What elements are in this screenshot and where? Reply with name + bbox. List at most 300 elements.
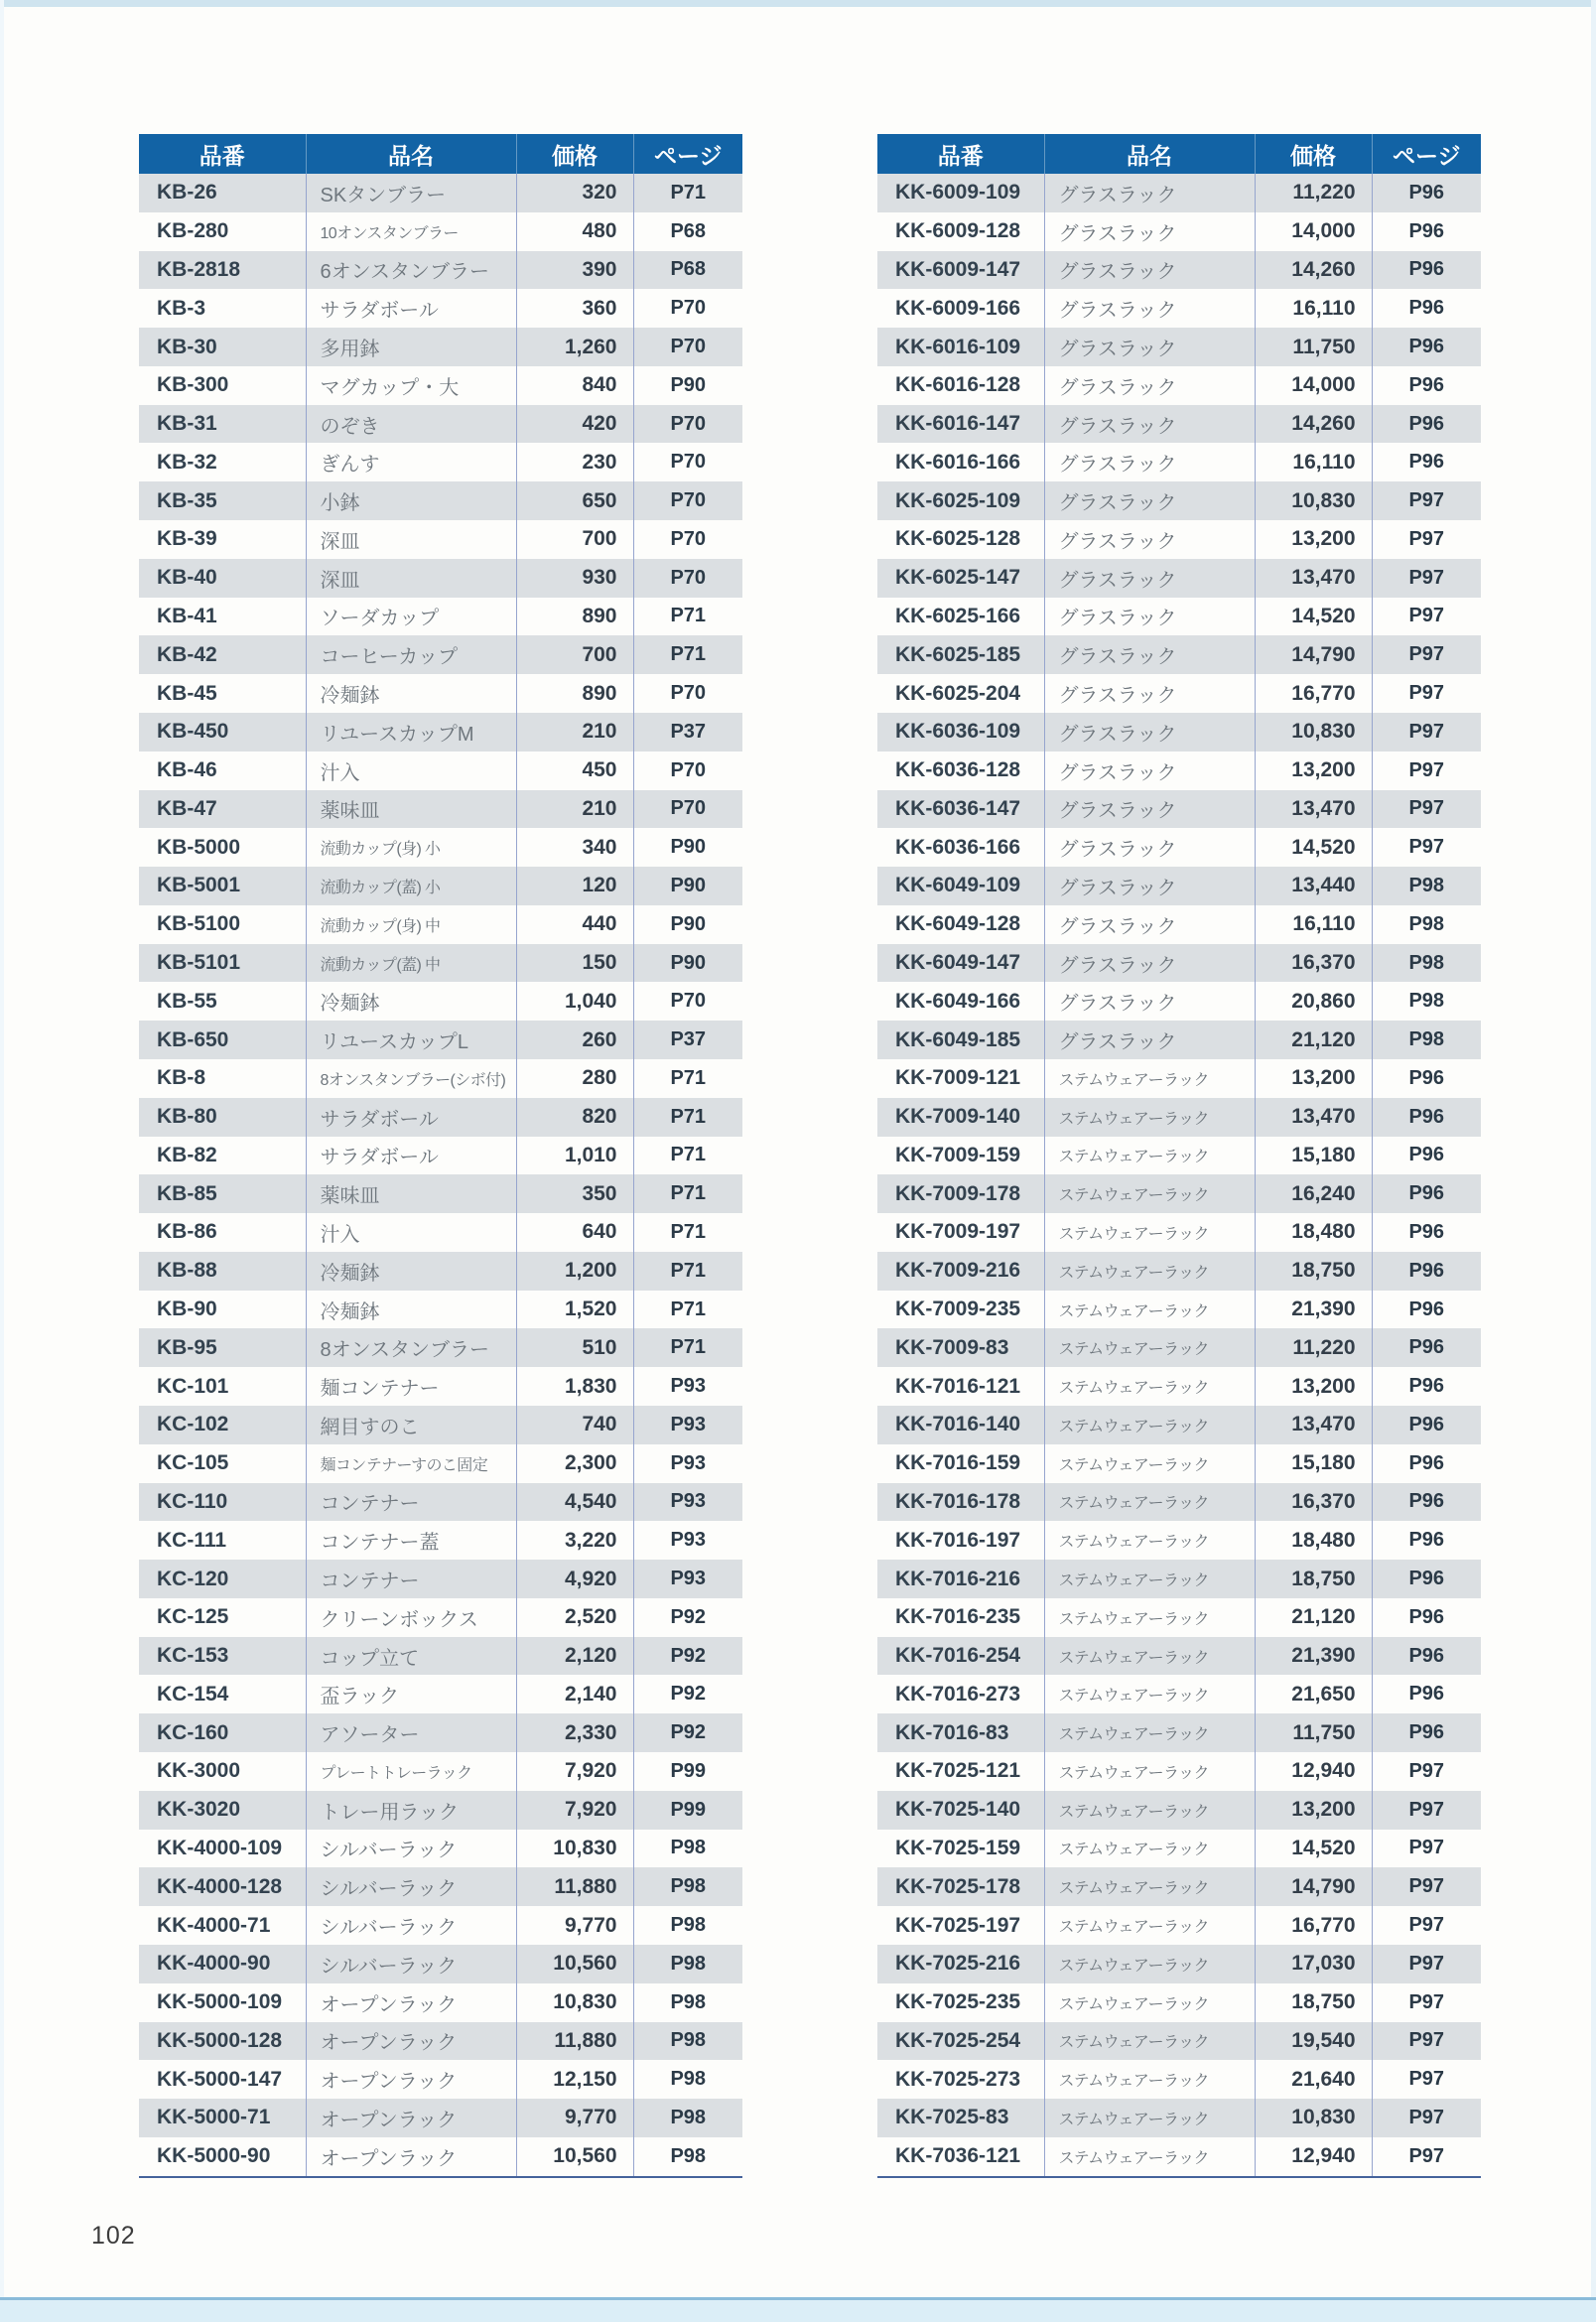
cell-page: P97 <box>1372 2099 1481 2137</box>
cell-page: P98 <box>633 1983 742 2022</box>
table-row <box>877 1675 1481 1713</box>
cell-item-number: KK-7016-178 <box>895 1489 1021 1513</box>
cell-item-name: グラスラック <box>1044 1021 1255 1059</box>
cell-page: P96 <box>1372 1174 1481 1213</box>
table-row <box>877 1406 1481 1444</box>
cell-page: P98 <box>633 2060 742 2099</box>
cell-price: 21,120 <box>1255 1021 1372 1059</box>
cell-item-number: KK-7016-235 <box>895 1605 1021 1629</box>
cell-page: P93 <box>633 1521 742 1560</box>
cell-page: P93 <box>633 1367 742 1406</box>
cell-page: P99 <box>633 1791 742 1830</box>
cell-price: 12,940 <box>1255 1752 1372 1791</box>
cell-page: P97 <box>1372 1906 1481 1945</box>
cell-item-number: KK-7009-235 <box>895 1298 1021 1321</box>
cell-item-name: のぞき <box>306 405 516 444</box>
cell-page: P71 <box>633 174 742 212</box>
cell-price: 150 <box>516 944 633 983</box>
table-row <box>139 1906 742 1945</box>
cell-page: P71 <box>633 1174 742 1213</box>
cell-item-number: KK-6025-128 <box>895 527 1021 551</box>
cell-price: 450 <box>516 751 633 790</box>
table-row <box>877 2137 1481 2177</box>
cell-price: 9,770 <box>516 1906 633 1945</box>
column-header-item-number: 品番 <box>877 134 1044 174</box>
table-row <box>139 2137 742 2177</box>
cell-price: 930 <box>516 559 633 598</box>
cell-page: P98 <box>1372 867 1481 905</box>
cell-price: 18,750 <box>1255 1560 1372 1598</box>
cell-price: 13,200 <box>1255 1059 1372 1098</box>
cell-item-name: コンテナー <box>306 1483 516 1522</box>
cell-price: 15,180 <box>1255 1444 1372 1483</box>
cell-page: P93 <box>633 1483 742 1522</box>
cell-item-name: グラスラック <box>1044 598 1255 636</box>
cell-page: P97 <box>1372 790 1481 829</box>
cell-page: P96 <box>1372 443 1481 481</box>
cell-price: 16,370 <box>1255 944 1372 983</box>
cell-price: 7,920 <box>516 1791 633 1830</box>
cell-price: 10,560 <box>516 2137 633 2177</box>
cell-item-number: KK-5000-128 <box>157 2028 283 2052</box>
table-row <box>877 1598 1481 1637</box>
table-row <box>877 905 1481 944</box>
table-row <box>139 212 742 251</box>
table-row <box>139 1675 742 1713</box>
scan-edge-left <box>0 0 4 2319</box>
table-row <box>877 1483 1481 1522</box>
cell-page: P96 <box>1372 1367 1481 1406</box>
table-row <box>877 1291 1481 1329</box>
cell-page: P96 <box>1372 251 1481 290</box>
cell-item-number: KK-7025-178 <box>895 1874 1021 1898</box>
cell-price: 13,200 <box>1255 520 1372 559</box>
cell-price: 420 <box>516 405 633 444</box>
table-row <box>139 713 742 751</box>
cell-price: 480 <box>516 212 633 251</box>
cell-price: 1,040 <box>516 982 633 1021</box>
table-row <box>877 1867 1481 1906</box>
table-row <box>139 1444 742 1483</box>
cell-price: 13,470 <box>1255 1098 1372 1137</box>
cell-item-name: グラスラック <box>1044 635 1255 674</box>
cell-price: 14,790 <box>1255 1867 1372 1906</box>
cell-item-name: 8オンスタンブラー <box>306 1328 516 1367</box>
cell-item-number: KB-95 <box>157 1335 217 1359</box>
table-row <box>877 790 1481 829</box>
table-row <box>877 1213 1481 1252</box>
cell-price: 21,120 <box>1255 1598 1372 1637</box>
cell-item-name: グラスラック <box>1044 674 1255 713</box>
cell-price: 11,750 <box>1255 328 1372 366</box>
cell-item-number: KB-5000 <box>157 835 241 859</box>
cell-page: P96 <box>1372 1713 1481 1752</box>
cell-page: P96 <box>1372 1521 1481 1560</box>
cell-item-number: KK-7016-159 <box>895 1451 1021 1475</box>
cell-price: 21,390 <box>1255 1291 1372 1329</box>
cell-item-name: シルバーラック <box>306 1945 516 1983</box>
table-row <box>877 1713 1481 1752</box>
cell-item-name: ぎんす <box>306 443 516 481</box>
cell-page: P98 <box>1372 944 1481 983</box>
cell-item-number: KB-450 <box>157 720 229 744</box>
cell-item-name: 深皿 <box>306 559 516 598</box>
cell-page: P97 <box>1372 828 1481 867</box>
cell-item-name: サラダボール <box>306 1137 516 1175</box>
cell-page: P68 <box>633 212 742 251</box>
table-row <box>877 443 1481 481</box>
cell-item-number: KK-6049-166 <box>895 989 1021 1013</box>
cell-page: P97 <box>1372 481 1481 520</box>
cell-price: 320 <box>516 174 633 212</box>
cell-price: 350 <box>516 1174 633 1213</box>
cell-price: 17,030 <box>1255 1945 1372 1983</box>
cell-price: 280 <box>516 1059 633 1098</box>
table-row <box>139 559 742 598</box>
cell-price: 1,520 <box>516 1291 633 1329</box>
cell-price: 16,370 <box>1255 1483 1372 1522</box>
cell-page: P92 <box>633 1637 742 1676</box>
cell-item-name: トレー用ラック <box>306 1791 516 1830</box>
cell-item-number: KB-35 <box>157 488 217 512</box>
table-row <box>139 405 742 444</box>
cell-page: P98 <box>633 1945 742 1983</box>
cell-item-number: KK-7025-197 <box>895 1913 1021 1937</box>
cell-page: P98 <box>633 1867 742 1906</box>
cell-price: 120 <box>516 867 633 905</box>
cell-item-name: ステムウェアーラック <box>1044 1713 1255 1752</box>
cell-item-name: ステムウェアーラック <box>1044 1675 1255 1713</box>
cell-item-number: KB-41 <box>157 604 217 627</box>
table-row <box>877 1367 1481 1406</box>
cell-item-number: KC-110 <box>157 1489 228 1513</box>
cell-price: 16,110 <box>1255 289 1372 328</box>
cell-page: P96 <box>1372 1328 1481 1367</box>
table-row <box>139 1406 742 1444</box>
cell-price: 210 <box>516 790 633 829</box>
cell-page: P90 <box>633 366 742 405</box>
cell-item-number: KB-88 <box>157 1259 217 1283</box>
cell-page: P96 <box>1372 405 1481 444</box>
cell-price: 18,750 <box>1255 1983 1372 2022</box>
table-row <box>877 289 1481 328</box>
table-row <box>877 1983 1481 2022</box>
cell-item-number: KC-125 <box>157 1605 229 1629</box>
cell-item-name: グラスラック <box>1044 405 1255 444</box>
cell-item-number: KK-7025-83 <box>895 2106 1009 2129</box>
cell-price: 14,000 <box>1255 212 1372 251</box>
table-row <box>139 1367 742 1406</box>
cell-item-name: オープンラック <box>306 2099 516 2137</box>
cell-price: 2,330 <box>516 1713 633 1752</box>
cell-price: 260 <box>516 1021 633 1059</box>
table-row <box>877 1945 1481 1983</box>
table-row <box>139 598 742 636</box>
table-row <box>139 1560 742 1598</box>
cell-item-name: グラスラック <box>1044 520 1255 559</box>
table-row <box>139 366 742 405</box>
cell-page: P97 <box>1372 674 1481 713</box>
cell-page: P97 <box>1372 598 1481 636</box>
cell-page: P92 <box>633 1713 742 1752</box>
table-row <box>139 905 742 944</box>
cell-price: 510 <box>516 1328 633 1367</box>
cell-page: P97 <box>1372 1830 1481 1868</box>
cell-item-number: KK-7025-121 <box>895 1759 1021 1783</box>
cell-item-number: KK-5000-71 <box>157 2106 271 2129</box>
table-row <box>877 1137 1481 1175</box>
cell-item-number: KK-4000-71 <box>157 1913 271 1937</box>
cell-page: P70 <box>633 289 742 328</box>
table-row <box>877 559 1481 598</box>
cell-item-number: KK-7016-83 <box>895 1720 1009 1744</box>
cell-item-number: KK-6036-128 <box>895 758 1021 782</box>
table-header-row <box>877 134 1481 174</box>
cell-item-number: KK-7009-178 <box>895 1181 1021 1205</box>
cell-item-name: グラスラック <box>1044 905 1255 944</box>
cell-price: 14,520 <box>1255 828 1372 867</box>
cell-item-name: コップ立て <box>306 1637 516 1676</box>
cell-page: P70 <box>633 751 742 790</box>
cell-item-number: KB-85 <box>157 1181 217 1205</box>
cell-item-number: KK-7025-216 <box>895 1952 1021 1976</box>
cell-price: 740 <box>516 1406 633 1444</box>
cell-price: 18,750 <box>1255 1252 1372 1291</box>
cell-item-number: KK-4000-128 <box>157 1874 283 1898</box>
table-row <box>139 1752 742 1791</box>
cell-page: P97 <box>1372 1791 1481 1830</box>
cell-item-number: KK-6009-166 <box>895 296 1021 320</box>
cell-price: 650 <box>516 481 633 520</box>
cell-item-name: ステムウェアーラック <box>1044 1444 1255 1483</box>
cell-page: P70 <box>633 328 742 366</box>
cell-item-number: KB-280 <box>157 219 229 243</box>
cell-item-name: ステムウェアーラック <box>1044 1483 1255 1522</box>
table-row <box>139 481 742 520</box>
cell-item-number: KC-101 <box>157 1374 229 1398</box>
cell-page: P96 <box>1372 1291 1481 1329</box>
cell-item-name: SKタンブラー <box>306 174 516 212</box>
cell-page: P71 <box>633 1098 742 1137</box>
cell-item-number: KK-7009-197 <box>895 1220 1021 1244</box>
cell-item-number: KK-6025-204 <box>895 681 1021 705</box>
cell-item-number: KB-86 <box>157 1220 217 1244</box>
cell-item-name: グラスラック <box>1044 713 1255 751</box>
cell-page: P70 <box>633 520 742 559</box>
cell-item-name: グラスラック <box>1044 867 1255 905</box>
table-row <box>877 635 1481 674</box>
cell-item-name: 小鉢 <box>306 481 516 520</box>
cell-item-number: KK-7016-254 <box>895 1644 1021 1668</box>
cell-page: P98 <box>633 1830 742 1868</box>
cell-item-name: ステムウェアーラック <box>1044 1521 1255 1560</box>
cell-price: 440 <box>516 905 633 944</box>
cell-item-name: ステムウェアーラック <box>1044 1560 1255 1598</box>
cell-item-name: 汁入 <box>306 1213 516 1252</box>
table-row <box>139 1213 742 1252</box>
cell-item-name: ステムウェアーラック <box>1044 1137 1255 1175</box>
cell-page: P97 <box>1372 1983 1481 2022</box>
table-row <box>139 828 742 867</box>
cell-item-number: KK-7025-254 <box>895 2028 1021 2052</box>
cell-price: 11,750 <box>1255 1713 1372 1752</box>
cell-item-name: コンテナー <box>306 1560 516 1598</box>
cell-price: 13,470 <box>1255 1406 1372 1444</box>
cell-item-name: 流動カップ(蓋) 中 <box>306 944 516 983</box>
cell-item-number: KK-7036-121 <box>895 2144 1021 2168</box>
cell-item-name: ステムウェアーラック <box>1044 1406 1255 1444</box>
cell-item-number: KB-2818 <box>157 257 241 281</box>
column-header-price: 価格 <box>516 134 633 174</box>
price-table-right <box>877 134 1481 2178</box>
cell-item-number: KK-5000-147 <box>157 2067 283 2091</box>
cell-item-number: KK-6025-109 <box>895 488 1021 512</box>
cell-item-number: KB-26 <box>157 181 217 205</box>
cell-item-number: KK-7009-159 <box>895 1143 1021 1166</box>
cell-item-number: KK-7016-121 <box>895 1374 1021 1398</box>
cell-item-name: オープンラック <box>306 2137 516 2177</box>
cell-price: 21,640 <box>1255 2060 1372 2099</box>
cell-item-number: KC-160 <box>157 1720 229 1744</box>
cell-page: P71 <box>633 598 742 636</box>
cell-price: 13,440 <box>1255 867 1372 905</box>
cell-price: 13,470 <box>1255 790 1372 829</box>
table-row <box>877 405 1481 444</box>
cell-page: P97 <box>1372 520 1481 559</box>
cell-item-name: シルバーラック <box>306 1906 516 1945</box>
cell-page: P93 <box>633 1406 742 1444</box>
cell-page: P96 <box>1372 1637 1481 1676</box>
table-row <box>139 944 742 983</box>
cell-price: 890 <box>516 674 633 713</box>
cell-item-number: KK-6049-128 <box>895 912 1021 936</box>
cell-item-name: ステムウェアーラック <box>1044 1945 1255 1983</box>
cell-page: P37 <box>633 713 742 751</box>
table-row <box>877 674 1481 713</box>
page-number: 102 <box>91 2222 136 2250</box>
cell-page: P92 <box>633 1675 742 1713</box>
cell-page: P96 <box>1372 1675 1481 1713</box>
cell-price: 3,220 <box>516 1521 633 1560</box>
cell-item-number: KB-3 <box>157 296 206 320</box>
table-row <box>139 1637 742 1676</box>
cell-item-number: KK-6049-109 <box>895 874 1021 897</box>
cell-item-name: 盃ラック <box>306 1675 516 1713</box>
cell-item-number: KC-120 <box>157 1567 229 1590</box>
cell-price: 700 <box>516 520 633 559</box>
cell-item-number: KB-90 <box>157 1298 217 1321</box>
column-header-item-name: 品名 <box>306 134 516 174</box>
cell-item-name: ステムウェアーラック <box>1044 1752 1255 1791</box>
cell-item-name: ステムウェアーラック <box>1044 1830 1255 1868</box>
cell-item-name: ステムウェアーラック <box>1044 2137 1255 2177</box>
cell-price: 14,520 <box>1255 598 1372 636</box>
cell-page: P96 <box>1372 1444 1481 1483</box>
table-row <box>139 251 742 290</box>
table-row <box>139 1098 742 1137</box>
table-row <box>877 366 1481 405</box>
cell-price: 820 <box>516 1098 633 1137</box>
cell-price: 13,200 <box>1255 751 1372 790</box>
table-row <box>877 328 1481 366</box>
cell-price: 1,200 <box>516 1252 633 1291</box>
table-row <box>139 1174 742 1213</box>
cell-page: P96 <box>1372 1059 1481 1098</box>
cell-item-name: 8オンスタンブラー(シボ付) <box>306 1059 516 1098</box>
cell-page: P90 <box>633 867 742 905</box>
cell-page: P71 <box>633 1328 742 1367</box>
cell-page: P97 <box>1372 559 1481 598</box>
cell-price: 18,480 <box>1255 1213 1372 1252</box>
cell-item-name: ソーダカップ <box>306 598 516 636</box>
cell-item-number: KB-31 <box>157 412 217 436</box>
cell-page: P96 <box>1372 212 1481 251</box>
table-row <box>877 1174 1481 1213</box>
cell-item-name: ステムウェアーラック <box>1044 1328 1255 1367</box>
cell-page: P97 <box>1372 2137 1481 2177</box>
cell-price: 640 <box>516 1213 633 1252</box>
cell-page: P98 <box>633 2137 742 2177</box>
cell-item-name: ステムウェアーラック <box>1044 1213 1255 1252</box>
cell-page: P96 <box>1372 1137 1481 1175</box>
cell-price: 700 <box>516 635 633 674</box>
cell-price: 230 <box>516 443 633 481</box>
cell-page: P70 <box>633 790 742 829</box>
cell-item-number: KB-5001 <box>157 874 241 897</box>
column-header-page: ページ <box>633 134 742 174</box>
cell-price: 890 <box>516 598 633 636</box>
cell-item-number: KK-3020 <box>157 1798 241 1822</box>
cell-item-name: 薬味皿 <box>306 790 516 829</box>
table-row <box>139 2022 742 2061</box>
cell-page: P71 <box>633 1291 742 1329</box>
cell-item-number: KK-3000 <box>157 1759 241 1783</box>
cell-item-number: KB-39 <box>157 527 217 551</box>
cell-item-name: ステムウェアーラック <box>1044 1598 1255 1637</box>
cell-page: P96 <box>1372 1098 1481 1137</box>
cell-item-name: グラスラック <box>1044 559 1255 598</box>
cell-price: 10,560 <box>516 1945 633 1983</box>
cell-page: P98 <box>1372 905 1481 944</box>
table-row <box>139 2060 742 2099</box>
cell-item-name: ステムウェアーラック <box>1044 2099 1255 2137</box>
cell-item-name: 薬味皿 <box>306 1174 516 1213</box>
cell-item-number: KB-650 <box>157 1027 229 1051</box>
table-row <box>877 1252 1481 1291</box>
table-row <box>877 1328 1481 1367</box>
cell-item-name: オープンラック <box>306 2060 516 2099</box>
table-row <box>877 828 1481 867</box>
table-row <box>139 867 742 905</box>
table-row <box>877 1560 1481 1598</box>
cell-item-name: ステムウェアーラック <box>1044 1867 1255 1906</box>
cell-item-number: KB-32 <box>157 450 217 474</box>
table-row <box>139 1713 742 1752</box>
cell-item-name: コンテナー蓋 <box>306 1521 516 1560</box>
cell-item-name: グラスラック <box>1044 751 1255 790</box>
cell-item-number: KK-7009-121 <box>895 1066 1021 1090</box>
cell-item-number: KC-111 <box>157 1528 227 1552</box>
cell-price: 9,770 <box>516 2099 633 2137</box>
cell-item-number: KK-4000-109 <box>157 1836 283 1859</box>
cell-item-number: KK-6016-166 <box>895 450 1021 474</box>
cell-page: P37 <box>633 1021 742 1059</box>
table-row <box>877 174 1481 212</box>
table-row <box>877 1791 1481 1830</box>
cell-price: 16,240 <box>1255 1174 1372 1213</box>
cell-item-number: KK-6025-185 <box>895 642 1021 666</box>
cell-item-number: KB-47 <box>157 796 217 820</box>
